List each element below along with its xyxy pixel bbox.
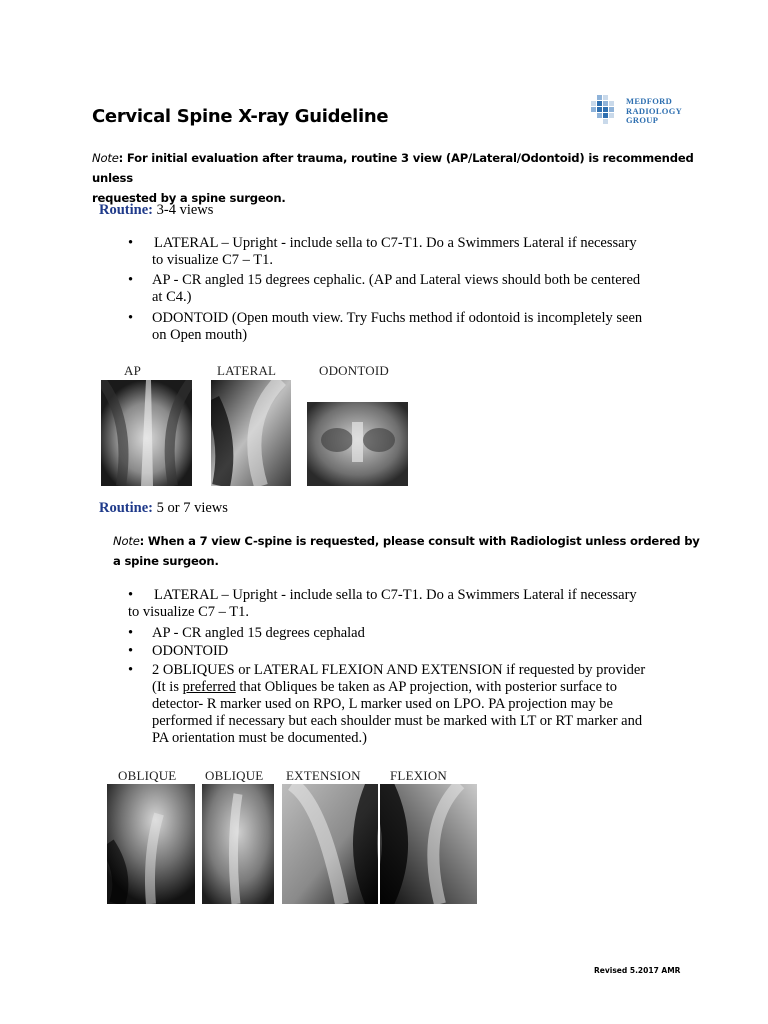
bullet-text-cont: to visualize C7 – T1. — [128, 604, 249, 620]
bullet-text: ODONTOID (Open mouth view. Try Fuchs method if odontoid is incompletely seen — [152, 310, 643, 326]
bullet-text-cont: on Open mouth) — [152, 327, 248, 343]
xray-label-extension: EXTENSION — [286, 768, 361, 783]
list-item: • ODONTOID (Open mouth view. Try Fuchs method if odontoid is incompletely seen on Open mouth) — [128, 310, 688, 344]
xray-image-extension — [282, 784, 378, 904]
xray-label-flexion: FLEXION — [390, 768, 448, 783]
xray-image-oblique-1 — [107, 784, 195, 904]
xray-image-oblique-2 — [202, 784, 274, 904]
list-item: • ODONTOID — [128, 643, 688, 660]
note-prefix: Note — [92, 151, 119, 165]
routine-views: 5 or 7 views — [152, 500, 228, 516]
xray-label-lateral: LATERAL — [217, 363, 277, 378]
xray-label-oblique-2: OBLIQUE — [205, 768, 264, 783]
bullet-text: LATERAL – Upright - include sella to C7-T1. Do a Swimmers Lateral if necessary — [154, 587, 637, 603]
xray-label-oblique-1: OBLIQUE — [118, 768, 177, 783]
xray-image-ap — [101, 380, 192, 486]
note-seven-view — [113, 531, 713, 571]
note-text-line1: : When a 7 view C-spine is requested, please consult with Radiologist unless ordered by — [139, 534, 700, 548]
bullet-text: 2 OBLIQUES or LATERAL FLEXION AND EXTENSION if requested by provider — [152, 662, 646, 678]
bullet-text: AP - CR angled 15 degrees cephalic. (AP and Lateral views should both be centered — [152, 272, 641, 288]
bullet-text-cont: detector- R marker used on RPO, L marker used on LPO. PA projection may be — [152, 696, 613, 712]
bullet-text: LATERAL – Upright - include sella to C7-T1. Do a Swimmers Lateral if necessary — [154, 235, 637, 251]
bullet-text-cont: performed if necessary but each shoulder must be marked with LT or RT marker and — [152, 713, 643, 729]
bullet-text-cont: that Obliques be taken as AP projection, with posterior surface to — [235, 679, 617, 695]
routine-views: 3-4 views — [152, 202, 214, 218]
logo-line-1: MEDFORD — [626, 96, 673, 106]
list-item: • AP - CR angled 15 degrees cephalic. (AP and Lateral views should both be centered at C4.) — [128, 272, 688, 306]
logo-mark-icon — [588, 94, 620, 126]
note-trauma — [92, 148, 712, 208]
note-text-line2: a spine surgeon. — [113, 554, 219, 568]
page-title: Cervical Spine X-ray Guideline — [92, 106, 389, 127]
bullet-text-cont: at C4.) — [152, 289, 192, 305]
routine-heading-2 — [99, 500, 228, 517]
list-item: • LATERAL – Upright - include sella to C7-T1. Do a Swimmers Lateral if necessary to visualize C7 – T1. — [128, 235, 688, 269]
routine-label: Routine: — [99, 500, 153, 516]
medford-logo — [588, 94, 688, 130]
logo-line-3: GROUP — [626, 115, 659, 125]
logo-line-2: RADIOLOGY — [626, 105, 683, 116]
xray-image-flexion — [380, 784, 477, 904]
xray-label-odontoid: ODONTOID — [319, 363, 389, 378]
note-text-line2: requested by a spine surgeon. — [92, 191, 286, 205]
bullet-text-cont: (It is — [152, 679, 183, 695]
routine-label: Routine: — [99, 202, 153, 218]
bullet-text-cont: to visualize C7 – T1. — [152, 252, 273, 268]
note-prefix: Note — [113, 534, 140, 548]
revision-footer: Revised 5.2017 AMR — [594, 966, 681, 975]
bullet-text: AP - CR angled 15 degrees cephalad — [152, 625, 365, 641]
xray-image-odontoid — [307, 402, 408, 486]
list-item: • AP - CR angled 15 degrees cephalad — [128, 625, 688, 642]
bullet-text-cont: PA orientation must be documented.) — [152, 730, 367, 746]
bullet-text: ODONTOID — [152, 643, 229, 659]
xray-label-ap: AP — [124, 363, 142, 378]
list-item: • LATERAL – Upright - include sella to C7-T1. Do a Swimmers Lateral if necessary to visualize C7 – T1. — [128, 587, 688, 621]
note-text-line1: : For initial evaluation after trauma, routine 3 view (AP/Lateral/Odontoid) is recommended unless — [92, 151, 694, 185]
xray-image-lateral — [211, 380, 291, 486]
routine-heading-1 — [99, 202, 213, 219]
emphasis-preferred: preferred — [182, 679, 236, 695]
list-item: • 2 OBLIQUES or LATERAL FLEXION AND EXTENSION if requested by provider (It is preferred that Obliques be taken as AP projection, with posterior surface to detector- R marker used on RPO, L marker used on LPO. PA projection may be performed if necessary but each shoulder must be marked with LT or RT marker and PA orientation must be documented.) — [128, 662, 698, 747]
